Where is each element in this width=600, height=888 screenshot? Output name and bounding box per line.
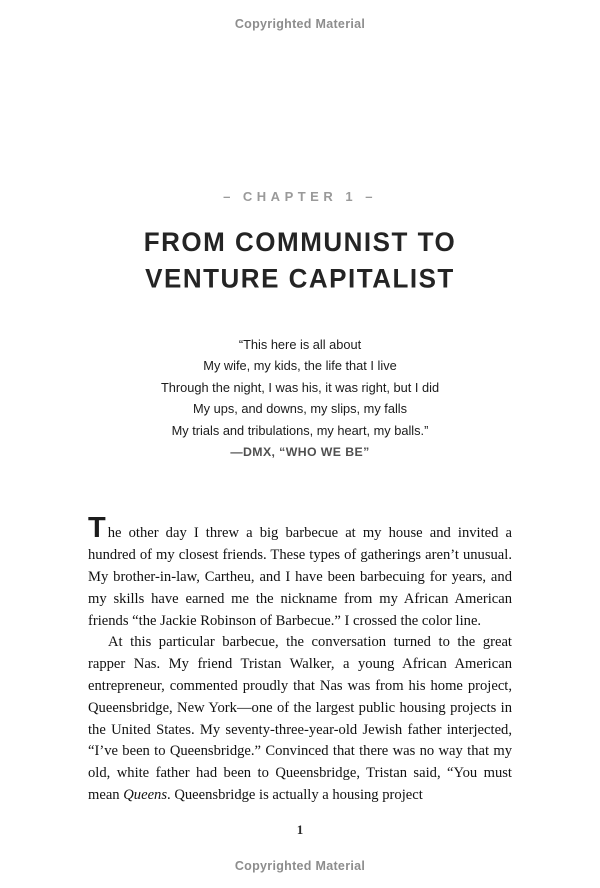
paragraph-2 (88, 632, 512, 806)
copyright-notice-bottom: Copyrighted Material (234, 858, 366, 873)
chapter-title (0, 224, 600, 297)
chapter-title-line-2: VENTURE CAPITALIST (145, 262, 455, 294)
paragraph-1-text: he other day I threw a big barbecue at my house and invited a hundred of my closest friends. These types of gatherings aren’t unusual. My brother-in-law, Cartheu, and I have been barbecuing for years, and my skills have earned me the nickname from my African American friends “the Jackie Robinson of Barbecue.” I crossed the color line. (88, 525, 512, 629)
chapter-title-line-1: FROM COMMUNIST TO (143, 226, 457, 258)
epigraph-line: “This here is all about (238, 337, 362, 352)
paragraph-2-italic-word: Queens (123, 787, 168, 803)
epigraph-line: Through the night, I was his, it was right, but I did (160, 379, 440, 395)
chapter-label: – CHAPTER 1 – (223, 189, 377, 204)
epigraph-line: My ups, and downs, my slips, my falls (192, 401, 408, 417)
page-number: 1 (296, 821, 304, 837)
raised-initial-cap: T (88, 512, 106, 545)
epigraph-line: My wife, my kids, the life that I live (203, 358, 397, 374)
epigraph-attribution: —DMX, “WHO WE BE” (230, 445, 370, 460)
body-text (88, 512, 512, 806)
epigraph (0, 334, 600, 441)
paragraph-2-text-before: At this particular barbecue, the conversation turned to the great rapper Nas. My friend Tristan Walker, a young African American entrepreneur, commented proudly that Nas was from his home project, Queensbridge, New York—one of the largest public housing projects in the United States. My seventy-three-year-old Jewish father interjected, “I’ve been to Queensbridge.” Convinced that there was no way that my old, white father had been to Queensbridge, Tristan said, “You must mean (88, 634, 512, 803)
paragraph-1 (88, 512, 512, 632)
copyright-notice-top: Copyrighted Material (234, 17, 366, 31)
paragraph-2-text-after: . Queensbridge is actually a housing project (167, 787, 423, 803)
epigraph-line: My trials and tribulations, my heart, my balls.” (171, 422, 429, 438)
